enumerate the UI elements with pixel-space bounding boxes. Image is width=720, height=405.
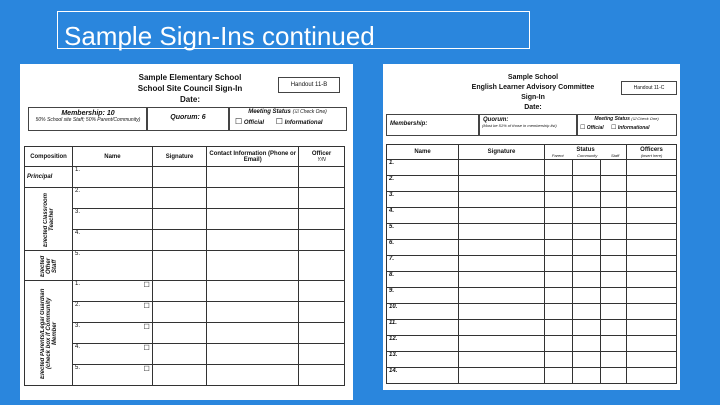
officer-cell[interactable] bbox=[299, 251, 345, 281]
table-row bbox=[387, 304, 677, 320]
ssc-row-number: 1. bbox=[73, 167, 153, 188]
signature-cell[interactable] bbox=[459, 288, 545, 304]
contact-cell[interactable] bbox=[207, 188, 299, 209]
status-staff-cell[interactable] bbox=[601, 272, 627, 288]
officer-cell[interactable] bbox=[299, 344, 345, 365]
ssc-row-number: 4. bbox=[75, 344, 81, 350]
table-row bbox=[387, 240, 677, 256]
signature-cell[interactable] bbox=[152, 209, 207, 230]
elac-col-officers bbox=[627, 145, 677, 160]
ssc-staff-group-label: Elected Other Staff bbox=[39, 254, 58, 277]
elac-status-community: Community bbox=[577, 152, 598, 158]
officer-cell[interactable] bbox=[299, 302, 345, 323]
status-parent-cell[interactable] bbox=[545, 368, 573, 384]
signature-cell[interactable] bbox=[459, 336, 545, 352]
elac-row-number: 10. bbox=[387, 304, 459, 320]
officer-cell[interactable] bbox=[627, 224, 677, 240]
ssc-check-one: (☑ Check One) bbox=[292, 109, 327, 115]
status-community-cell[interactable] bbox=[573, 320, 601, 336]
status-community-cell[interactable] bbox=[573, 176, 601, 192]
community-member-checkbox[interactable]: ☐ bbox=[143, 324, 150, 331]
status-community-cell[interactable] bbox=[573, 208, 601, 224]
ssc-row-number: 5. bbox=[73, 251, 153, 281]
ssc-row-number: 3. bbox=[75, 323, 81, 329]
signature-cell[interactable] bbox=[152, 281, 207, 302]
elac-row-number: 2. bbox=[387, 176, 459, 192]
officer-cell[interactable] bbox=[627, 272, 677, 288]
status-parent-cell[interactable] bbox=[545, 352, 573, 368]
status-staff-cell[interactable] bbox=[601, 208, 627, 224]
contact-cell[interactable] bbox=[207, 251, 299, 281]
ssc-handout-label: Handout 11-B bbox=[278, 77, 340, 93]
officer-cell[interactable] bbox=[627, 160, 677, 176]
ssc-row-number: 1. bbox=[75, 281, 81, 287]
contact-cell[interactable] bbox=[207, 344, 299, 365]
elac-row-number: 6. bbox=[387, 240, 459, 256]
ssc-teacher-group bbox=[25, 188, 73, 251]
elac-row-number: 4. bbox=[387, 208, 459, 224]
officer-cell[interactable] bbox=[299, 167, 345, 188]
elac-row-number: 1. bbox=[387, 160, 459, 176]
elac-informational-checkbox[interactable]: ☐ bbox=[611, 125, 617, 131]
status-community-cell[interactable] bbox=[573, 160, 601, 176]
ssc-col-signature: Signature bbox=[152, 147, 207, 167]
status-community-cell[interactable] bbox=[573, 256, 601, 272]
status-parent-cell[interactable] bbox=[545, 208, 573, 224]
status-staff-cell[interactable] bbox=[601, 176, 627, 192]
table-row bbox=[387, 288, 677, 304]
status-parent-cell[interactable] bbox=[545, 288, 573, 304]
elac-school-name: Sample School bbox=[507, 74, 559, 81]
status-parent-cell[interactable] bbox=[545, 272, 573, 288]
elac-col-signature: Signature bbox=[459, 145, 545, 160]
officer-cell[interactable] bbox=[627, 352, 677, 368]
status-community-cell[interactable] bbox=[573, 368, 601, 384]
contact-cell[interactable] bbox=[207, 365, 299, 386]
ssc-membership-note: 50% School site Staff; 50% Parent/Community) bbox=[35, 117, 141, 123]
status-parent-cell[interactable] bbox=[545, 192, 573, 208]
table-row bbox=[25, 281, 345, 302]
status-parent-cell[interactable] bbox=[545, 336, 573, 352]
signature-cell[interactable] bbox=[152, 251, 207, 281]
elac-date-label: Date: bbox=[524, 104, 542, 111]
status-parent-cell[interactable] bbox=[545, 160, 573, 176]
status-community-cell[interactable] bbox=[573, 272, 601, 288]
ssc-school-name: Sample Elementary School bbox=[138, 73, 242, 82]
ssc-parent-row bbox=[73, 323, 153, 344]
slide-title-box bbox=[57, 11, 530, 49]
ssc-official-label: Official bbox=[243, 120, 265, 126]
elac-col-officers-label: Officers bbox=[640, 146, 663, 153]
elac-row-number: 8. bbox=[387, 272, 459, 288]
elac-status-parent: Parent bbox=[551, 152, 564, 158]
elac-row-number: 9. bbox=[387, 288, 459, 304]
ssc-staff-group bbox=[25, 251, 73, 281]
ssc-row-number: 2. bbox=[75, 302, 81, 308]
community-member-checkbox[interactable]: ☐ bbox=[143, 282, 150, 289]
ssc-sign-in-table bbox=[24, 146, 345, 386]
status-staff-cell[interactable] bbox=[601, 352, 627, 368]
table-row bbox=[25, 188, 345, 209]
ssc-row-number: 4. bbox=[73, 230, 153, 251]
table-row bbox=[387, 224, 677, 240]
signature-cell[interactable] bbox=[152, 323, 207, 344]
elac-col-officers-sub: (insert here) bbox=[640, 152, 663, 158]
table-row bbox=[25, 302, 345, 323]
status-community-cell[interactable] bbox=[573, 304, 601, 320]
table-row bbox=[25, 365, 345, 386]
officer-cell[interactable] bbox=[627, 320, 677, 336]
ssc-sheet-title: School Site Council Sign-In bbox=[137, 84, 243, 93]
status-community-cell[interactable] bbox=[573, 336, 601, 352]
table-row bbox=[25, 230, 345, 251]
signature-cell[interactable] bbox=[459, 368, 545, 384]
ssc-teacher-group-label: Elected Classroom Teacher bbox=[42, 191, 55, 247]
signature-cell[interactable] bbox=[152, 302, 207, 323]
table-row bbox=[387, 336, 677, 352]
signature-cell[interactable] bbox=[459, 272, 545, 288]
signature-cell[interactable] bbox=[152, 230, 207, 251]
status-parent-cell[interactable] bbox=[545, 320, 573, 336]
status-staff-cell[interactable] bbox=[601, 368, 627, 384]
elac-row-number: 5. bbox=[387, 224, 459, 240]
elac-official-label: Official bbox=[586, 125, 604, 131]
ssc-col-composition: Composition bbox=[25, 147, 73, 167]
status-staff-cell[interactable] bbox=[601, 288, 627, 304]
contact-cell[interactable] bbox=[207, 167, 299, 188]
signature-cell[interactable] bbox=[459, 256, 545, 272]
community-member-checkbox[interactable]: ☐ bbox=[143, 366, 150, 373]
officer-cell[interactable] bbox=[299, 209, 345, 230]
elac-row-number: 13. bbox=[387, 352, 459, 368]
signature-cell[interactable] bbox=[459, 352, 545, 368]
ssc-col-contact: Contact Information (Phone or Email) bbox=[207, 147, 299, 167]
elac-col-name: Name bbox=[387, 145, 459, 160]
ssc-col-officer-label: Officer bbox=[311, 150, 332, 157]
signature-cell[interactable] bbox=[459, 192, 545, 208]
ssc-quorum-box bbox=[146, 107, 230, 131]
elac-check-one: (☑ Check One) bbox=[631, 116, 659, 121]
elac-membership-box bbox=[386, 114, 480, 136]
officer-cell[interactable] bbox=[627, 208, 677, 224]
officer-cell[interactable] bbox=[627, 368, 677, 384]
table-row bbox=[387, 208, 677, 224]
status-staff-cell[interactable] bbox=[601, 336, 627, 352]
officer-cell[interactable] bbox=[627, 192, 677, 208]
status-parent-cell[interactable] bbox=[545, 304, 573, 320]
officer-cell[interactable] bbox=[627, 304, 677, 320]
officer-cell[interactable] bbox=[299, 365, 345, 386]
status-parent-cell[interactable] bbox=[545, 240, 573, 256]
ssc-parent-row bbox=[73, 365, 153, 386]
table-row bbox=[387, 320, 677, 336]
ssc-meeting-status-label: Meeting Status bbox=[248, 109, 291, 115]
ssc-informational-label: Informational bbox=[284, 120, 323, 126]
signature-cell[interactable] bbox=[459, 160, 545, 176]
ssc-sign-in-sheet bbox=[20, 64, 353, 400]
ssc-parent-row bbox=[73, 281, 153, 302]
table-row bbox=[25, 251, 345, 281]
ssc-row-number: 3. bbox=[73, 209, 153, 230]
officer-cell[interactable] bbox=[627, 240, 677, 256]
signature-cell[interactable] bbox=[152, 167, 207, 188]
table-row bbox=[25, 167, 345, 188]
status-staff-cell[interactable] bbox=[601, 192, 627, 208]
community-member-checkbox[interactable]: ☐ bbox=[143, 303, 150, 310]
elac-col-status bbox=[545, 145, 627, 160]
status-community-cell[interactable] bbox=[573, 288, 601, 304]
community-member-checkbox[interactable]: ☐ bbox=[143, 345, 150, 352]
elac-row-number: 12. bbox=[387, 336, 459, 352]
table-row bbox=[25, 209, 345, 230]
officer-cell[interactable] bbox=[627, 288, 677, 304]
signature-cell[interactable] bbox=[459, 208, 545, 224]
officer-cell[interactable] bbox=[299, 323, 345, 344]
status-staff-cell[interactable] bbox=[601, 240, 627, 256]
ssc-row-number: 5. bbox=[75, 365, 81, 371]
elac-row-number: 7. bbox=[387, 256, 459, 272]
table-row bbox=[25, 323, 345, 344]
status-staff-cell[interactable] bbox=[601, 320, 627, 336]
contact-cell[interactable] bbox=[207, 209, 299, 230]
status-community-cell[interactable] bbox=[573, 352, 601, 368]
officer-cell[interactable] bbox=[299, 188, 345, 209]
status-staff-cell[interactable] bbox=[601, 304, 627, 320]
ssc-informational-checkbox[interactable]: ☐ bbox=[275, 117, 283, 126]
elac-sign-in-sheet bbox=[383, 64, 680, 390]
ssc-meeting-status-box bbox=[228, 107, 347, 131]
elac-status-staff: Staff bbox=[610, 152, 620, 158]
officer-cell[interactable] bbox=[627, 336, 677, 352]
elac-handout-label: Handout 11-C bbox=[621, 81, 677, 95]
elac-sheet-title: Sign-In bbox=[521, 94, 545, 101]
elac-committee-name: English Learner Advisory Committee bbox=[471, 84, 595, 91]
contact-cell[interactable] bbox=[207, 281, 299, 302]
signature-cell[interactable] bbox=[459, 240, 545, 256]
signature-cell[interactable] bbox=[152, 188, 207, 209]
elac-row-number: 3. bbox=[387, 192, 459, 208]
elac-membership: Membership: bbox=[390, 121, 428, 127]
officer-cell[interactable] bbox=[627, 256, 677, 272]
ssc-principal-label: Principal bbox=[25, 167, 73, 188]
status-parent-cell[interactable] bbox=[545, 256, 573, 272]
signature-cell[interactable] bbox=[152, 344, 207, 365]
signature-cell[interactable] bbox=[459, 320, 545, 336]
elac-meeting-status-label: Meeting Status bbox=[594, 116, 630, 122]
signature-cell[interactable] bbox=[459, 224, 545, 240]
status-community-cell[interactable] bbox=[573, 224, 601, 240]
elac-quorum-box bbox=[478, 114, 578, 136]
table-row bbox=[387, 368, 677, 384]
status-community-cell[interactable] bbox=[573, 240, 601, 256]
ssc-row-number: 2. bbox=[73, 188, 153, 209]
elac-row-number: 11. bbox=[387, 320, 459, 336]
ssc-col-officer-sub: Y/N bbox=[317, 156, 326, 163]
ssc-col-name: Name bbox=[73, 147, 153, 167]
status-staff-cell[interactable] bbox=[601, 224, 627, 240]
officer-cell[interactable] bbox=[299, 230, 345, 251]
status-staff-cell[interactable] bbox=[601, 160, 627, 176]
elac-quorum: Quorum: bbox=[483, 117, 509, 123]
table-row bbox=[387, 256, 677, 272]
table-row bbox=[25, 344, 345, 365]
elac-official-checkbox[interactable]: ☐ bbox=[580, 125, 586, 131]
contact-cell[interactable] bbox=[207, 230, 299, 251]
ssc-parent-group bbox=[25, 281, 73, 386]
table-row bbox=[387, 192, 677, 208]
table-row bbox=[387, 176, 677, 192]
elac-row-number: 14. bbox=[387, 368, 459, 384]
table-row bbox=[387, 352, 677, 368]
ssc-col-officer bbox=[299, 147, 345, 167]
elac-quorum-note: (Must be 51% of those in membership list) bbox=[482, 123, 557, 128]
status-staff-cell[interactable] bbox=[601, 256, 627, 272]
slide-title: Sample Sign-Ins continued bbox=[64, 21, 375, 51]
contact-cell[interactable] bbox=[207, 302, 299, 323]
ssc-membership: Membership: 10 bbox=[61, 110, 115, 117]
signature-cell[interactable] bbox=[459, 304, 545, 320]
table-row bbox=[387, 272, 677, 288]
contact-cell[interactable] bbox=[207, 323, 299, 344]
status-community-cell[interactable] bbox=[573, 192, 601, 208]
ssc-official-checkbox[interactable]: ☐ bbox=[235, 117, 243, 126]
status-parent-cell[interactable] bbox=[545, 176, 573, 192]
status-parent-cell[interactable] bbox=[545, 224, 573, 240]
ssc-parent-row bbox=[73, 344, 153, 365]
ssc-membership-box bbox=[28, 107, 148, 131]
ssc-date-label: Date: bbox=[179, 95, 200, 104]
signature-cell[interactable] bbox=[459, 176, 545, 192]
elac-sign-in-table bbox=[386, 144, 677, 384]
signature-cell[interactable] bbox=[152, 365, 207, 386]
ssc-parent-row bbox=[73, 302, 153, 323]
elac-col-status-label: Status bbox=[576, 146, 595, 153]
officer-cell[interactable] bbox=[627, 176, 677, 192]
ssc-parent-group-label: Elected Parents/Legal Guardian (check box if Community Member bbox=[39, 287, 58, 379]
elac-meeting-status-box bbox=[576, 114, 677, 136]
table-row bbox=[387, 160, 677, 176]
ssc-quorum: Quorum: 6 bbox=[170, 114, 206, 121]
elac-informational-label: Informational bbox=[617, 125, 650, 131]
officer-cell[interactable] bbox=[299, 281, 345, 302]
